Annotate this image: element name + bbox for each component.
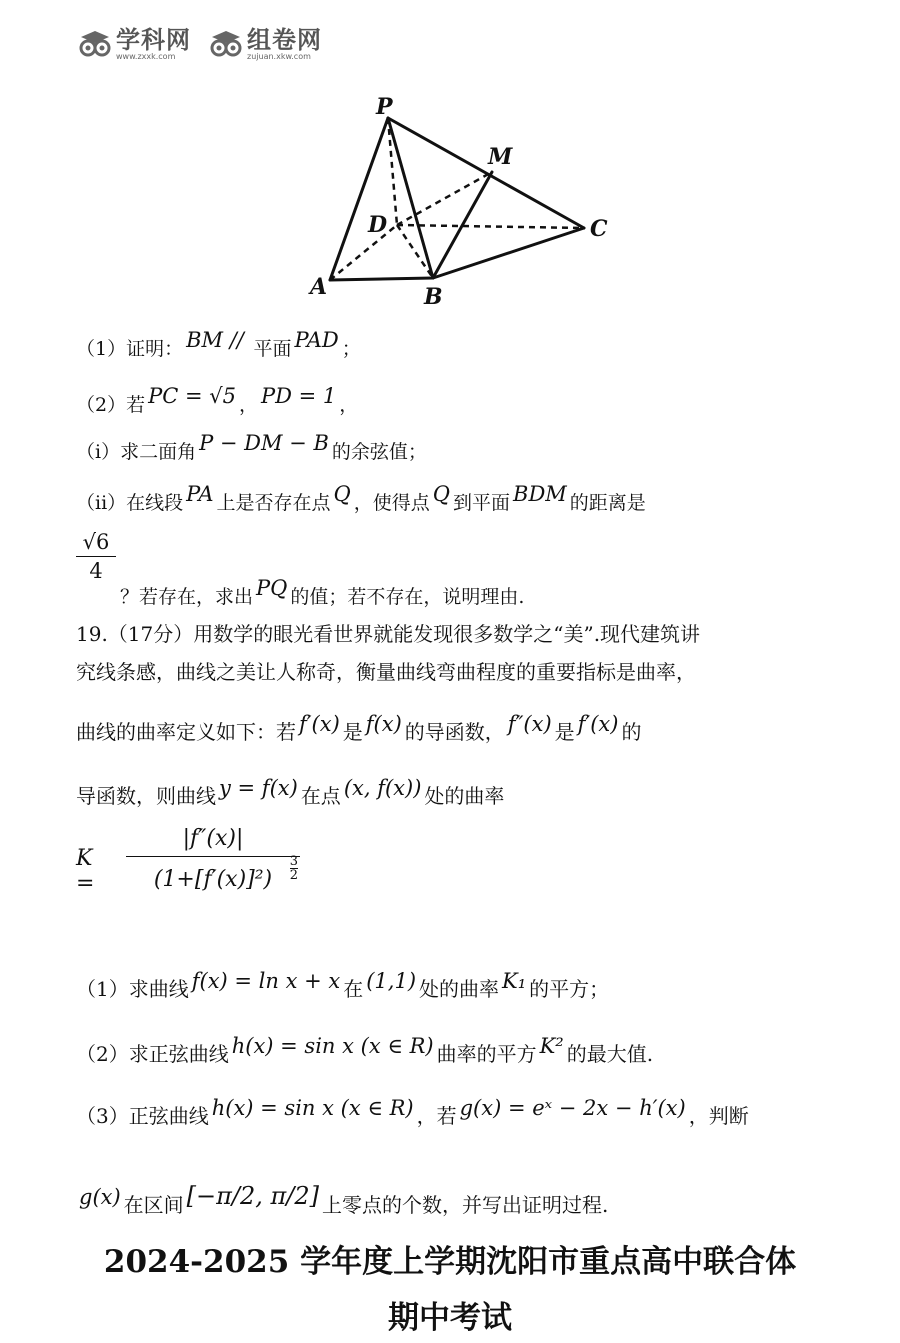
text: 曲率的平方	[436, 1042, 537, 1066]
text: 在区间	[123, 1193, 184, 1217]
formula-exponent	[290, 855, 298, 882]
math: K₁	[502, 969, 527, 993]
text: 上零点的个数，并写出证明过程.	[322, 1193, 609, 1217]
formula-lhs: K =	[76, 846, 95, 896]
text: 是	[554, 720, 575, 744]
header-logos	[78, 22, 322, 66]
math: BDM	[513, 482, 567, 506]
text: ，判断	[688, 1104, 749, 1128]
q19-part3	[76, 1096, 749, 1130]
math: h(x) = sin x (x ∈ R)	[231, 1034, 434, 1058]
math: PAD	[294, 328, 339, 352]
text: （2）求正弦曲线	[76, 1042, 229, 1066]
text: （3）正弦曲线	[76, 1104, 209, 1128]
logo-zujuanwang-text: 组卷网	[247, 25, 322, 54]
edge-PC	[388, 118, 584, 228]
text: （1）求曲线	[76, 977, 189, 1001]
q18-part1	[76, 328, 361, 363]
exponent-denominator: 2	[289, 868, 298, 883]
math: Q	[432, 482, 450, 506]
text: 曲线的曲率定义如下：若	[76, 720, 296, 744]
text: ，	[238, 394, 258, 416]
text: 处的曲率	[424, 784, 505, 808]
text: 到平面	[453, 492, 511, 514]
text: 平面	[253, 338, 292, 360]
q19-part1	[76, 969, 610, 1003]
label-C: C	[590, 216, 608, 242]
math: BM //	[186, 328, 251, 352]
logo-zujuanwang	[209, 25, 322, 61]
text: 上是否存在点	[216, 492, 331, 514]
edge-DC	[397, 225, 584, 228]
q19-line4	[76, 776, 505, 810]
label-B: B	[424, 284, 443, 310]
math: P − DM − B	[199, 431, 329, 455]
text: 的最大值.	[566, 1042, 654, 1066]
q18-part-i	[76, 431, 427, 466]
text: ；	[341, 338, 361, 360]
q19-line1: 19.（17分）用数学的眼光看世界就能发现很多数学之“美”.现代建筑讲	[76, 622, 701, 646]
math: PQ	[256, 576, 288, 600]
owl-logo-icon	[78, 29, 112, 59]
q18-part-ii	[76, 482, 646, 517]
math: PA	[186, 482, 214, 506]
math: K²	[539, 1034, 564, 1058]
text: （1）证明：	[76, 338, 184, 360]
text: （2）若	[76, 394, 146, 416]
q18-part-ii-cont	[120, 576, 525, 611]
text: 导函数，则曲线	[76, 784, 216, 808]
q19-part2	[76, 1034, 654, 1068]
text: 在	[343, 977, 364, 1001]
q19-line2: 究线条感，曲线之美让人称奇，衡量曲线弯曲程度的重要指标是曲率，	[76, 660, 696, 684]
text: ？若存在，求出	[120, 586, 254, 608]
math: h(x) = sin x (x ∈ R)	[211, 1096, 414, 1120]
fraction-denominator: 4	[89, 559, 103, 583]
text: 的余弦值；	[331, 441, 427, 463]
fraction-numerator: √6	[76, 530, 116, 557]
exam-subtitle: 期中考试	[388, 1300, 512, 1336]
formula-fraction	[126, 822, 300, 892]
label-A: A	[310, 274, 328, 300]
text: 处的曲率	[419, 977, 500, 1001]
math: PC = √5	[148, 384, 236, 408]
text: 的距离是	[569, 492, 646, 514]
label-P: P	[376, 94, 393, 120]
math: g(x) = eˣ − 2x − h′(x)	[459, 1096, 686, 1120]
q19-line3	[76, 712, 642, 746]
edge-AB	[330, 278, 433, 280]
text: ，若	[416, 1104, 457, 1128]
text: ，	[339, 394, 359, 416]
math: (1,1)	[366, 969, 417, 993]
text: 的	[621, 720, 642, 744]
text: 的值；若不存在，说明理由.	[290, 586, 525, 608]
text: （i）求二面角	[76, 441, 197, 463]
text: ，使得点	[353, 492, 430, 514]
formula-denominator	[126, 854, 300, 892]
math-interval: [−π/2, π/2]	[186, 1182, 320, 1210]
text: （ii）在线段	[76, 492, 184, 514]
math: PD = 1	[261, 384, 337, 408]
owl-logo-icon	[209, 29, 243, 59]
logo-zujuanwang-url: zujuan.xkw.com	[247, 51, 311, 61]
math: f(x)	[365, 712, 402, 736]
exam-title: 2024-2025 学年度上学期沈阳市重点高中联合体	[103, 1244, 797, 1280]
math: g(x)	[79, 1185, 121, 1209]
formula-denominator-base: (1+[f′(x)]²)	[153, 867, 273, 892]
math: f″(x)	[507, 712, 552, 736]
logo-xuekewang-text: 学科网	[116, 25, 191, 54]
edge-DB	[397, 225, 433, 278]
label-D: D	[368, 212, 388, 238]
text: 在点	[300, 784, 341, 808]
math: f′(x)	[577, 712, 619, 736]
formula-numerator: |f″(x)|	[126, 822, 300, 857]
math: (x, f(x))	[343, 776, 422, 800]
label-M: M	[488, 144, 513, 170]
fraction-sqrt6-over-4	[76, 530, 116, 583]
math: f′(x)	[299, 712, 340, 736]
logo-xuekewang	[78, 25, 191, 61]
exponent-numerator: 3	[289, 854, 298, 869]
q19-part3-line2	[76, 1182, 609, 1219]
math: f(x) = ln x + x	[191, 969, 341, 993]
math: y = f(x)	[219, 776, 298, 800]
text: 的导函数，	[404, 720, 505, 744]
text: 的平方；	[529, 977, 610, 1001]
q18-part2	[76, 384, 359, 419]
text: 是	[342, 720, 363, 744]
math: Q	[333, 482, 351, 506]
logo-xuekewang-url: www.zxxk.com	[116, 51, 176, 61]
pyramid-figure	[300, 90, 620, 315]
